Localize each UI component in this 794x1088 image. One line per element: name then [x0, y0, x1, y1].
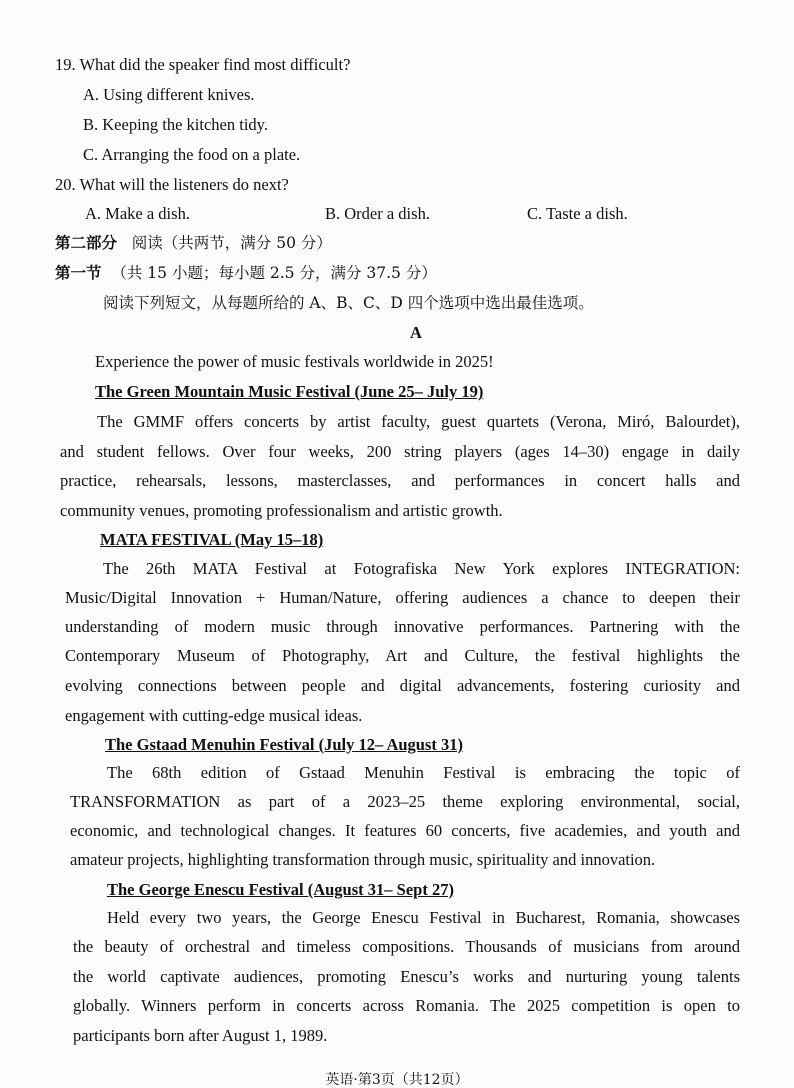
festival-text-line: engagement with cutting-edge musical ideas.: [65, 706, 363, 725]
festival-text-line: practice, rehearsals, lessons, masterclasses, and performances in concert halls and: [60, 471, 740, 490]
festival-text-line: participants born after August 1, 1989.: [73, 1026, 328, 1045]
section1-subtitle: （共 15 小题；每小题 2.5 分，满分 37.5 分）: [111, 264, 437, 282]
festival-heading: The Green Mountain Music Festival (June 25– July 19): [95, 382, 484, 401]
festival-text-line: Music/Digital Innovation + Human/Nature, offering audiences a chance to deepen their: [65, 588, 740, 607]
passage-label: A: [410, 323, 422, 342]
festival-text-line: TRANSFORMATION as part of a 2023–25 theme exploring environmental, social,: [70, 792, 740, 811]
festival-text-line: economic, and technological changes. It features 60 concerts, five academies, and youth and: [70, 821, 740, 840]
festival-text-line: the beauty of orchestral and timeless compositions. Thousands of musicians from around: [73, 937, 740, 956]
question-20-option-b: B. Order a dish.: [325, 204, 430, 223]
question-19-option-a: A. Using different knives.: [83, 85, 255, 104]
festival-text-line: the world captivate audiences, promoting Enescu’s works and nurturing young talents: [73, 967, 740, 986]
festival-text-line: Contemporary Museum of Photography, Art and Culture, the festival highlights the: [65, 646, 740, 665]
instruction: 阅读下列短文，从每题所给的 A、B、C、D 四个选项中选出最佳选项。: [103, 294, 594, 312]
festival-text-line: The 68th edition of Gstaad Menuhin Festival is embracing the topic of: [107, 763, 740, 782]
question-20-option-a: A. Make a dish.: [85, 204, 190, 223]
passage-intro: Experience the power of music festivals worldwide in 2025!: [95, 352, 494, 371]
festival-text-line: community venues, promoting professionalism and artistic growth.: [60, 501, 503, 520]
festival-text-line: The 26th MATA Festival at Fotografiska New York explores INTEGRATION:: [103, 559, 740, 578]
part2-title: 第二部分: [55, 233, 118, 252]
festival-text-line: and student fellows. Over four weeks, 200 string players (ages 14–30) engage in daily: [60, 442, 740, 461]
festival-heading: MATA FESTIVAL (May 15–18): [100, 530, 324, 549]
question-19-option-b: B. Keeping the kitchen tidy.: [83, 115, 268, 134]
festival-text-line: understanding of modern music through innovative performances. Partnering with the: [65, 617, 740, 636]
part2-subtitle: 阅读（共两节，满分 50 分）: [131, 234, 332, 252]
question-20-option-c: C. Taste a dish.: [527, 204, 628, 223]
part2-heading: [55, 233, 332, 253]
page-footer: 英语·第3页（共12页）: [325, 1072, 469, 1088]
question-19-stem: 19. What did the speaker find most difficult?: [55, 55, 351, 74]
festival-text-line: amateur projects, highlighting transformation through music, spirituality and innovation.: [70, 850, 656, 869]
festival-text-line: evolving connections between people and digital advancements, fostering curiosity and: [65, 676, 740, 695]
festival-heading: The George Enescu Festival (August 31– Sept 27): [107, 880, 454, 899]
festival-text-line: globally. Winners perform in concerts across Romania. The 2025 competition is open to: [73, 996, 740, 1015]
section1-title: 第一节: [55, 263, 102, 282]
question-19-option-c: C. Arranging the food on a plate.: [83, 145, 301, 164]
festival-heading: The Gstaad Menuhin Festival (July 12– August 31): [105, 735, 464, 754]
festival-text-line: Held every two years, the George Enescu Festival in Bucharest, Romania, showcases: [107, 908, 740, 927]
section1-heading: [55, 263, 437, 283]
festival-text-line: The GMMF offers concerts by artist faculty, guest quartets (Verona, Miró, Balourdet),: [97, 412, 740, 431]
question-20-stem: 20. What will the listeners do next?: [55, 175, 289, 194]
